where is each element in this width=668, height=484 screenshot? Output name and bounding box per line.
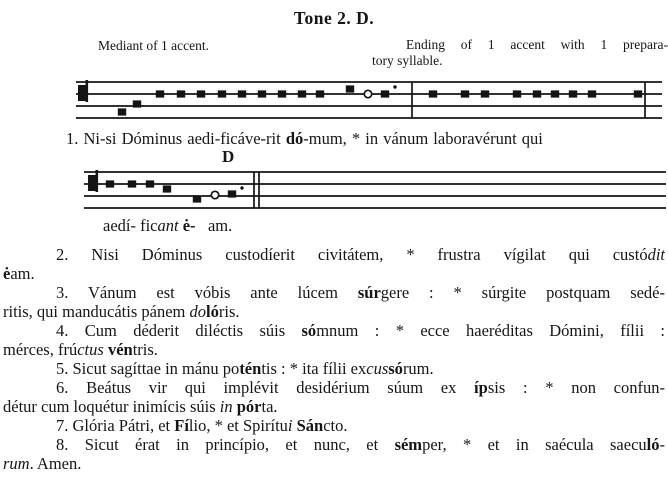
text-segment: 8. Sicut érat in princípio, et nunc, et — [56, 435, 395, 454]
verse-4-line-2 — [3, 340, 665, 359]
text-segment: tis : * ita fílii ex — [261, 359, 367, 378]
text-segment: ant — [157, 216, 179, 235]
punctum-note — [569, 90, 577, 97]
text-segment: détur cum loquétur inimícis súis — [3, 397, 220, 416]
text-segment: ritis, qui manducátis pánem — [3, 302, 190, 321]
text-segment: rum. — [402, 359, 434, 378]
punctum-note — [177, 90, 185, 97]
text-segment: 7. Glória Pátri, et — [56, 416, 175, 435]
punctum-note — [346, 85, 354, 92]
text-segment: tris. — [132, 340, 158, 359]
verse-1-text — [66, 129, 543, 149]
punctum-note — [316, 90, 324, 97]
text-segment: sis : * non confun- — [487, 378, 665, 397]
text-segment: do — [189, 302, 207, 321]
punctum-note — [163, 185, 171, 192]
punctum-note — [118, 108, 126, 115]
verse-4-line-1 — [3, 321, 665, 340]
punctum-note — [481, 90, 489, 97]
text-segment: Fí — [174, 416, 189, 435]
punctum-note — [551, 90, 559, 97]
text-segment: -mum, * in vánum laboravérunt qui — [303, 129, 543, 148]
mediant-staff-notation — [76, 75, 668, 125]
verse-3-line-1 — [3, 283, 665, 302]
text-segment: 4. Cum déderit diléctis súis — [56, 321, 302, 340]
mediant-caption: Mediant of 1 accent. — [98, 38, 209, 53]
punctum-note — [588, 90, 596, 97]
text-segment: só — [301, 321, 317, 340]
text-segment: 6. Beátus vir qui implévit desidérium súum ex — [56, 378, 475, 397]
text-segment: 1. Ni-si Dóminus aedi-ficáve-rit — [66, 129, 286, 148]
punctum-note — [258, 90, 266, 97]
punctum-note — [133, 100, 141, 107]
text-segment: dit — [647, 245, 665, 264]
punctum-note — [429, 90, 437, 97]
open-punctum-note — [364, 90, 371, 97]
text-segment: am. — [10, 264, 35, 283]
text-segment: pór — [236, 397, 262, 416]
text-segment: ctus — [77, 340, 104, 359]
punctum-note — [146, 180, 154, 187]
do-clef-icon — [88, 183, 96, 191]
do-clef-icon — [96, 170, 99, 192]
text-segment: ė- — [182, 216, 196, 235]
text-segment: 5. Sicut sagíttae in mánu po — [56, 359, 240, 378]
verse-6-line-2 — [3, 397, 665, 416]
text-segment: per, * et in saécula saecu — [422, 435, 647, 454]
do-clef-icon — [78, 85, 86, 93]
text-segment: lio, * et Spirítu — [188, 416, 288, 435]
ending-caption — [372, 37, 668, 68]
text-segment: súr — [357, 283, 381, 302]
text-segment: vén — [107, 340, 133, 359]
do-clef-icon — [86, 80, 89, 102]
punctum-note — [128, 180, 136, 187]
psalm-verses — [3, 245, 665, 473]
punctum-note — [381, 90, 389, 97]
mora-dot — [393, 85, 396, 88]
text-segment: cto. — [323, 416, 348, 435]
text-segment: am. — [195, 216, 233, 235]
verse-8-line-1 — [3, 435, 665, 454]
text-segment: aedí- fic — [103, 216, 158, 235]
punctum-note — [533, 90, 541, 97]
text-segment: dó — [285, 129, 304, 148]
text-segment: rum — [3, 454, 30, 473]
open-punctum-note — [211, 191, 218, 198]
verse-2-line-1 — [3, 245, 665, 264]
text-segment: cus — [366, 359, 389, 378]
verse-3-line-2 — [3, 302, 665, 321]
ending-caption-line1: Ending of 1 accent with 1 prepara- — [406, 37, 668, 52]
text-segment: só — [388, 359, 403, 378]
punctum-note — [193, 195, 201, 202]
text-segment: - — [659, 435, 665, 454]
verse-7-line — [3, 416, 665, 435]
text-segment: gere : * súrgite postquam sedé- — [380, 283, 665, 302]
ending-caption-line2: tory syllable. — [372, 52, 443, 68]
text-segment: 3. Vánum est vóbis ante lúcem — [56, 283, 358, 302]
text-segment: Sán — [296, 416, 324, 435]
text-segment: ris. — [218, 302, 240, 321]
text-segment: . Amen. — [29, 454, 82, 473]
text-segment: sém — [394, 435, 423, 454]
punctum-note — [218, 90, 226, 97]
ending-syllables-text — [103, 216, 232, 236]
verse-5-line — [3, 359, 665, 378]
ending-staff-notation — [76, 168, 668, 218]
ending-d-label: D — [222, 147, 235, 166]
text-segment: mnum : * ecce haeréditas Dómini, fílii : — [316, 321, 665, 340]
punctum-note — [513, 90, 521, 97]
punctum-note — [156, 90, 164, 97]
do-clef-icon — [78, 93, 86, 101]
punctum-note — [461, 90, 469, 97]
verse-2-line-2 — [3, 264, 665, 283]
text-segment: íp — [474, 378, 488, 397]
punctum-note — [228, 190, 236, 197]
do-clef-icon — [88, 175, 96, 183]
punctum-note — [106, 180, 114, 187]
punctum-note — [298, 90, 306, 97]
text-segment: in — [219, 397, 233, 416]
text-segment: mérces, frú — [3, 340, 78, 359]
mora-dot — [240, 186, 243, 189]
text-segment: ė — [3, 264, 11, 283]
punctum-note — [197, 90, 205, 97]
verse-6-line-1 — [3, 378, 665, 397]
text-segment: 2. Nisi Dóminus custodíerit civitátem, * frustra vígilat qui custó — [56, 245, 648, 264]
text-segment: i — [287, 416, 293, 435]
text-segment: tén — [239, 359, 262, 378]
text-segment: ló — [646, 435, 660, 454]
punctum-note — [238, 90, 246, 97]
punctum-note — [278, 90, 286, 97]
text-segment: ta. — [261, 397, 278, 416]
page-title: Tone 2. D. — [293, 8, 375, 28]
text-segment: ló — [206, 302, 219, 321]
punctum-note — [634, 90, 642, 97]
verse-8-line-2 — [3, 454, 665, 473]
